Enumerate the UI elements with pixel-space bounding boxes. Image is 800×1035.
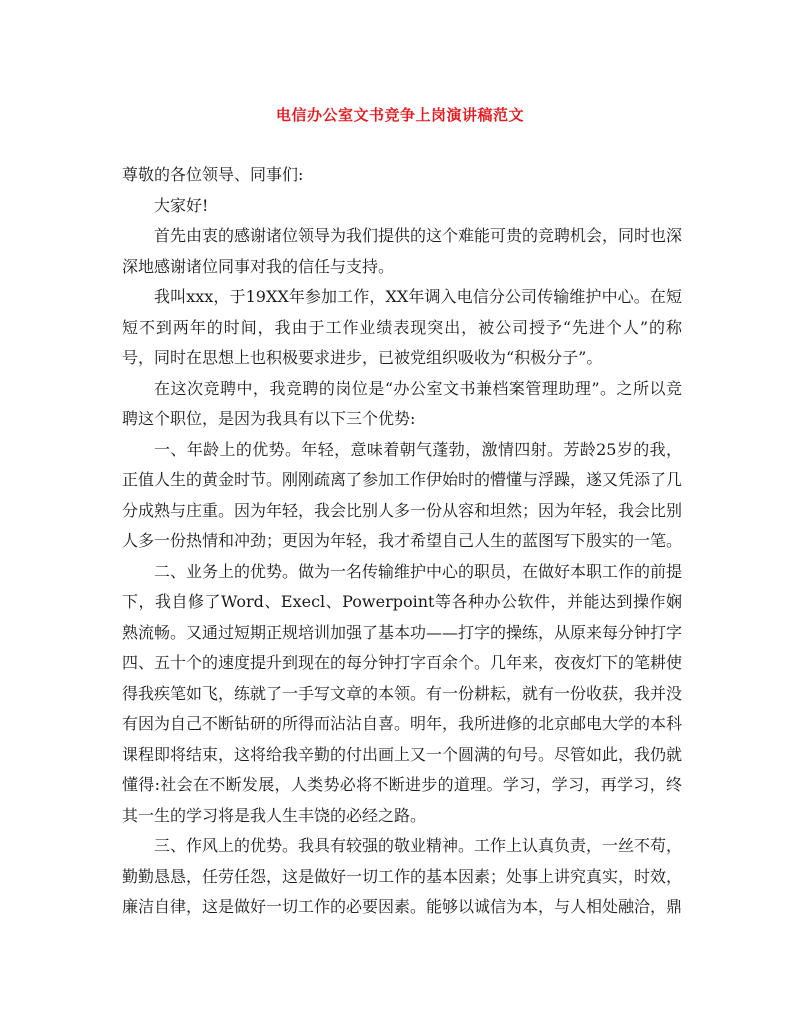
intro-paragraph: 我叫xxx，于19XX年参加工作，XX年调入电信分公司传输维护中心。在短短不到两年的时间，我由于工作业绩表现突出，被公司授予“先进个人”的称号，同时在思想上也积极要求进步，已被党组织吸收为“积极分子”。 <box>122 287 682 367</box>
position-paragraph: 在这次竞聘中，我竞聘的岗位是“办公室文书兼档案管理助理”。之所以竞聘这个职位，是因为我具有以下三个优势: <box>122 378 682 428</box>
document-title: 电信办公室文书竞争上岗演讲稿范文 <box>275 106 524 124</box>
work-style-advantage-paragraph: 三、作风上的优势。我具有较强的敬业精神。工作上认真负责，一丝不苟，勤勤恳恳，任劳任怨，这是做好一切工作的基本因素；处事上讲究真实，时效，廉洁自律，这是做好一切工作的必要因素。能够以诚信为本，与人相处融洽，鼎 <box>122 836 683 916</box>
salutation: 尊敬的各位领导、同事们: <box>122 165 304 184</box>
business-advantage-paragraph: 二、业务上的优势。做为一名传输维护中心的职员，在做好本职工作的前提下，我自修了Word、Execl、Powerpoint等各种办公软件，并能达到操作娴熟流畅。又通过短期正规培训加强了基本功——打字的操练，从原来每分钟打字四、五十个的速度提升到现在的每分钟打字百余个。几年来，夜夜灯下的笔耕使得我疾笔如飞，练就了一手写文章的本领。有一份耕耘，就有一份收获，我并没有因为自己不断钻研的所得而沾沾自喜。明年，我所进修的北京邮电大学的本科课程即将结束，这将给我辛勤的付出画上又一个圆满的句号。尽管如此，我仍就懂得:社会在不断发展，人类势必将不断进步的道理。学习，学习，再学习，终其一生的学习将是我人生丰饶的必经之路。 <box>122 561 683 825</box>
document-body <box>122 160 682 923</box>
thanks-paragraph: 首先由衷的感谢诸位领导为我们提供的这个难能可贵的竞聘机会，同时也深深地感谢诸位同事对我的信任与支持。 <box>122 226 683 276</box>
greeting-paragraph: 大家好! <box>154 195 209 215</box>
age-advantage-paragraph: 一、年龄上的优势。年轻，意味着朝气蓬勃，激情四射。芳龄25岁的我，正值人生的黄金时节。刚刚疏离了参加工作伊始时的懵懂与浮躁，遂又凭添了几分成熟与庄重。因为年轻，我会比别人多一份从容和坦然；因为年轻，我会比别人多一份热情和冲劲；更因为年轻，我才希望自己人生的蓝图写下殷实的一笔。 <box>122 439 683 550</box>
